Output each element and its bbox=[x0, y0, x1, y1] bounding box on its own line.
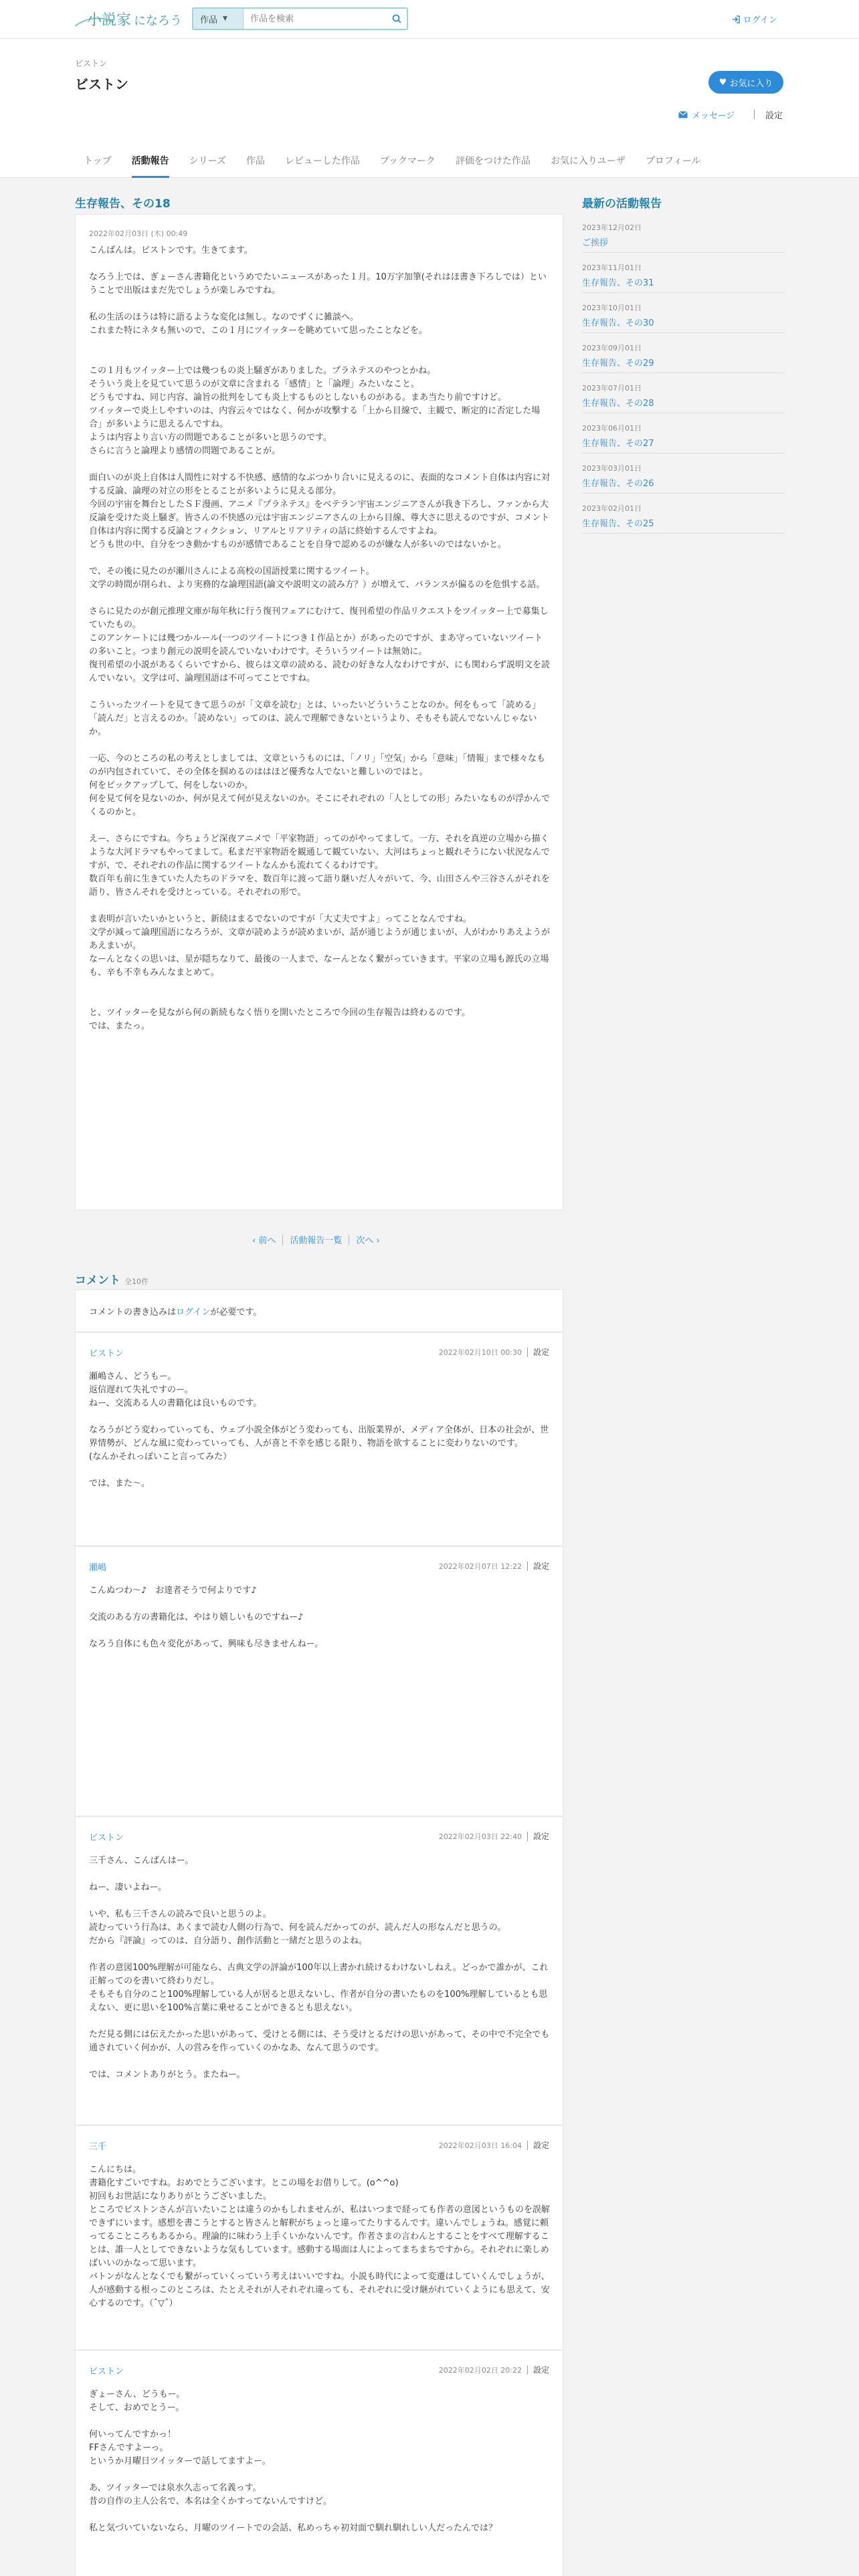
profile-tabs bbox=[74, 143, 785, 178]
comment-item bbox=[75, 1332, 563, 1546]
article-card bbox=[75, 214, 563, 1210]
comment-date: 2022年02月07日 12:22 bbox=[438, 1562, 522, 1571]
mail-icon bbox=[678, 111, 688, 118]
sidebar-item-link[interactable]: 生存報告、その28 bbox=[582, 399, 654, 409]
sidebar-item-date: 2023年03月01日 bbox=[582, 464, 642, 473]
sidebar-item bbox=[582, 213, 785, 253]
search-category-label: 作品 bbox=[200, 15, 218, 25]
login-notice-text: コメントの書き込みは bbox=[89, 1307, 177, 1317]
next-label: 次へ bbox=[356, 1236, 374, 1246]
settings-link[interactable]: 設定 bbox=[765, 111, 783, 121]
sidebar-item-link[interactable]: 生存報告、その31 bbox=[582, 278, 654, 288]
comments-heading bbox=[75, 1271, 149, 1287]
sidebar-title: 最新の活動報告 bbox=[582, 197, 662, 211]
sidebar-item bbox=[582, 333, 785, 373]
comment-item bbox=[75, 1546, 563, 1816]
sidebar-item-link[interactable]: 生存報告、その26 bbox=[582, 479, 654, 489]
tab-series[interactable]: シリーズ bbox=[189, 156, 226, 167]
divider bbox=[527, 2141, 528, 2150]
login-link[interactable] bbox=[732, 13, 777, 25]
activity-list-link[interactable]: 活動報告一覧 bbox=[290, 1236, 343, 1246]
sidebar-item-link[interactable]: 生存報告、その30 bbox=[582, 318, 654, 328]
sidebar-item-link[interactable]: 生存報告、その25 bbox=[582, 519, 654, 529]
article-date: 2022年02月03日 (木) 00:49 bbox=[89, 229, 188, 238]
search-button[interactable] bbox=[387, 9, 407, 29]
sidebar-item-date: 2023年07月01日 bbox=[582, 384, 642, 393]
comment-author[interactable]: 瀬嶋 bbox=[89, 1563, 107, 1573]
search-bar bbox=[192, 7, 408, 30]
login-notice-link[interactable]: ログイン bbox=[176, 1307, 211, 1317]
sidebar-item-date: 2023年06月01日 bbox=[582, 424, 642, 433]
comment-author[interactable]: ビストン bbox=[89, 1349, 124, 1359]
breadcrumb[interactable]: ビストン bbox=[75, 59, 108, 68]
sidebar-item-link[interactable]: ご挨拶 bbox=[582, 238, 609, 248]
tab-reviewed[interactable]: レビューした作品 bbox=[284, 156, 360, 167]
comment-date: 2022年02月10日 00:30 bbox=[438, 1348, 522, 1357]
comment-settings-link[interactable]: 設定 bbox=[533, 2365, 549, 2375]
comment-date: 2022年02月03日 22:40 bbox=[438, 1832, 522, 1841]
add-favorite-label: お気に入り bbox=[729, 78, 773, 89]
prev-link[interactable] bbox=[246, 1233, 282, 1246]
search-input[interactable] bbox=[244, 9, 387, 29]
comment-settings-link[interactable]: 設定 bbox=[533, 1562, 549, 1571]
svg-text:小説家: 小説家 bbox=[87, 12, 132, 29]
sidebar-item bbox=[582, 373, 785, 413]
site-logo-image bbox=[74, 9, 187, 30]
chevron-down-icon: ▼ bbox=[223, 15, 227, 22]
tab-bookmarks[interactable]: ブックマーク bbox=[379, 156, 436, 167]
comment-author[interactable]: ビストン bbox=[89, 2367, 124, 2377]
comment-item bbox=[75, 2350, 563, 2576]
pagination bbox=[246, 1233, 387, 1246]
divider bbox=[527, 1832, 528, 1841]
comment-author[interactable]: ビストン bbox=[89, 1833, 124, 1843]
comment-body: こんにちは。 書籍化すごいですね。おめでとうございます。とこの場をお借りして。(o^^o) 初回もお世話になりありがとうございました。 ところでビストンさんが言いたいことは違うのかもしれませんが、私はいつまで経っても作者の意図というものを誤解できずにいます。感想を書こうとすると皆さんと解釈がちょっと違ってたりするんです。違いんでしょうね。感覚に頼ってることころもあるから。理論的に味わう上手くいかないんです。作者さまの言わんとすることをすべて理解することは、誰一人としてできないような気もしています。感動する場面は人によってまちまちですから。それぞれに楽しめばいいのかなって思います。 バトンがなんとなくでも繋がっていくっていう考えはいいですね。小説も時代によって変遷はしていくんでしょうが、人が感動する根っこのところは、たとえそれが人それぞれ違っても、それぞれに受け継がれていくようにも思えて、安心するのです。（ˆ▽ˆ） bbox=[89, 2165, 550, 2309]
tab-works[interactable]: 作品 bbox=[246, 156, 265, 167]
tab-activity[interactable]: 活動報告 bbox=[122, 143, 179, 178]
message-link[interactable] bbox=[678, 108, 735, 121]
login-icon bbox=[732, 15, 740, 23]
divider bbox=[527, 1562, 528, 1571]
sidebar-item bbox=[582, 494, 785, 534]
comment-settings-link[interactable]: 設定 bbox=[533, 1832, 549, 1841]
tab-rated[interactable]: 評価をつけた作品 bbox=[455, 156, 531, 167]
tab-favorite-users[interactable]: お気に入りユーザ bbox=[550, 156, 626, 167]
sidebar-item bbox=[582, 413, 785, 453]
comment-settings-link[interactable]: 設定 bbox=[533, 2141, 549, 2150]
divider bbox=[754, 110, 755, 119]
prev-label: 前へ bbox=[258, 1236, 276, 1246]
search-icon bbox=[392, 14, 401, 23]
comment-body: 三千さん、こんばんはー。 ねー、凄いよねー。 いや、私も三千さんの読みで良いと思うのよ。 読むっていう行為は、あくまで読む人側の行為で、何を読んだかってのが、読んだ人の形なんだと思うの。 だから『評論』ってのは、自分語り、創作活動と一緒だと思うのよね。 作者の意図100%理解が可能なら、古典文学の評論が100年以上書かれ続けるわけないしねえ。どっかで誰かが、これ正解ってのを書いて終わりだし。 そもそも自分のこと100%理解している人が居ると思えないし、作者が自分の書いたものを100%理解しているとも思えない、更に思いを100%言葉に乗せることができるとも思えない。 ただ見る側には伝えたかった思いがあって、受けとる側には、そう受けとるだけの思いがあって、その中で不完全でも通されていく何かが、人の営みを作っていくのかなあ、なんて思うのです。 では、コメントありがとう。またねー。 bbox=[89, 1856, 550, 2080]
comment-body: 瀬嶋さん、どうもー。 返信遅れて失礼ですのー。 ねー、交流ある人の書籍化は良いものです。 なろうがどう変わっていっても、ウェブ小説全体がどう変わっても、出版業界が、メディア全体が、日本の社会が、世界情勢が、どんな風に変わっていっても、人が喜と不幸を感じる限り、物語を欲することに変わりないのです。 (なんかそれっぽいこと言ってみた） では、また～。 bbox=[89, 1372, 549, 1489]
sidebar-item-date: 2023年12月02日 bbox=[582, 223, 642, 232]
sidebar-item bbox=[582, 453, 785, 494]
sidebar-item-link[interactable]: 生存報告、その27 bbox=[582, 439, 654, 449]
chevron-right-icon: › bbox=[373, 1236, 380, 1246]
comments-count: 全10件 bbox=[124, 1277, 149, 1286]
comment-date: 2022年02月02日 20:22 bbox=[438, 2365, 522, 2375]
article-body: こんばんは。ビストンです。生きてます。 なろう上では、ぎょーさん書籍化というめでたいニュースがあった１月。10万字加筆(それはほ書き下ろしでは）ということで出版はまだ先でしょうが楽しみですね。 私の生活のほうは特に語るような変化は無し。なのでずくに雑談へ。 これまた特にネタも無いので、この１月にツイッターを眺めていて思ったことなどを。 この１月もツイッター上では幾つもの炎上騒ぎがありました。プラネテスのやつとかね。 そういう炎上を見ていて思うのが文章に含まれる「感情」と「論理」みたいなこと。 どうもですね、同じ内容、論旨の批判をしても炎上するものとしないものがある。まあ当たり前ですけど。 ツイッターで炎上しやすいのは、内容云々ではなく、何かが攻撃する「上から目線で、主観で、断定的に否定した場合」が多いように思えるんですね。 ようは内容より言い方の問題であることが多いと思うのです。 さらに言うと論理より感情の問題であることが。 面白いのが炎上自体は人間性に対する不快感、感情的なぶつかり合いに見えるのに、表面的なコメント自体は内容に対する反論、論理の対立の形をとることが多いように見える部分。 今回の宇宙を舞台としたＳＦ漫画、アニメ『プラネテス』をベテラン宇宙エンジニアさんが我き下ろし、ファンから大反論を受けた炎上騒ぎ。皆さんの不快感の元は宇宙エンジニアさんの上から目線、尊大さに思えるのですが、コメント自体は内容に関する反論とフィクション、リアルとリアリティの話に終始するんですよね。 どうも世の中、自分をつき動かすものが感情であることを自身で認めるのが嫌な人が多いのではないかと。 で、その後に見たのが瀬川さんによる高校の国語授業に関するツイート。 文学の時間が削られ、より実務的な論理国語(論文や説明文の読み方？）が増えて、バランスが偏るのを危惧する話。 さらに見たのが創元推理文庫が毎年秋に行う復刊フェアにむけて、復刊希望の作品リクエストをツイッター上で募集していたもの。 このアンケートには幾つかルール(一つのツイートにつき１作品とか）があったのですが、まあ守っていないツイートの多いこと。つまり創元の説明を読んでいないわけです。そういうツイートは無効に。 復刊希望の小説があるくらいですから、彼らは文章の読める、読むの好きな人なわけですが、にも関わらず説明文を読んでいない。文学は可、論理国語は不可ってことですね。 こういったツイートを見てきて思うのが「文章を読む」とは、いったいどういうことなのか。何をもって「読める」「読んだ」と言えるのか。「読めない」ってのは、読んで理解できないというより、そもそも読んでないんじゃないか。 一応、今のところの私の考えとしましては、文章というものには、「ノリ」「空気」から「意味」「情報」まで様々なものが内包されていて、その全体を掴めるのははほど優秀な人でないと難しいのではと。 何をピックアップして、何をしないのか。 何を見て何を見ないのか、何が見えて何が見えないのか。そこにそれぞれの「人としての形」みたいなものが浮かんでくるのかと。 えー、さらにですね。今ちょうど深夜アニメで「平家物語」ってのがやってまして。一方、それを真逆の立場から描くような大河ドラマもやってまして。私まだ平家物語を観通して観ていない、大河はちょっと観れそうにない状況なんですが、で、それぞれの作品に関するツイートなんかも流れてくるわけです。 数百年も前に生きていた人たちのドラマを、数百年に渡って語り継いだ人々がいて、今、山田さんや三谷さんがそれを語り、皆さんそれを受けとっている。それぞれの形で。 ま表明が言いたいかというと、新続はまるでないのですが「大丈夫ですよ」ってことなんですね。 文学が減って論理国語になろうが、文章が読めようが読めまいが、話が通じようが通じまいが、人がわかりあえようがあえまいが。 なーんとなくの思いは、星が隠ちなりて、最後の一人まで、なーんとなく繋がっていきます。平家の立場も源氏の立場も、辛も不幸もみんなまとめて。 と、ツイッターを見ながら何の新続もなく悟りを開いたところで今回の生存報告は終わるのです。 では、またっ。 bbox=[89, 245, 551, 1031]
svg-text:になろう: になろう bbox=[134, 14, 182, 28]
page-title: ビストン bbox=[75, 76, 128, 92]
comment-item bbox=[75, 1816, 563, 2125]
comment-body: こんぬつわ～♪ お達者そうで何よりです♪ 交流のある方の書籍化は、やはり嬉しいものですねー♪ なろう自体にも色々変化があって、興味も尽きませんねー。 bbox=[89, 1586, 324, 1649]
divider bbox=[527, 2365, 528, 2375]
comment-date: 2022年02月03日 16:04 bbox=[438, 2141, 522, 2150]
comment-item bbox=[75, 2125, 563, 2350]
sidebar-item-date: 2023年02月01日 bbox=[582, 504, 642, 513]
tab-profile[interactable]: プロフィール bbox=[645, 156, 701, 167]
add-favorite-button[interactable] bbox=[708, 71, 783, 94]
comment-settings-link[interactable]: 設定 bbox=[533, 1348, 549, 1357]
top-bar bbox=[0, 0, 859, 39]
divider bbox=[527, 1348, 528, 1357]
search-category-select[interactable] bbox=[193, 9, 244, 29]
next-link[interactable] bbox=[349, 1233, 386, 1246]
comment-login-notice bbox=[75, 1289, 563, 1332]
sidebar-item-link[interactable]: 生存報告、その29 bbox=[582, 358, 654, 368]
article-title: 生存報告、その18 bbox=[75, 197, 171, 211]
comment-body: ぎょーさん、どうもー。 そして、おめでとうー。 何いってんですかっ！ FFさんですよーっ。 というか月曜日ツイッターで話してますよー。 あ、ツイッターでは泉水久志って名義っす。 昔の自作の主人公名で、本名は全くかすってないんですけど。 私と気づいていないなら、月曜のツイートでの会話、私めっちゃ初対面で馴れ馴れしい人だったんでは？ bbox=[89, 2389, 497, 2533]
login-notice-text: が必要です。 bbox=[210, 1307, 262, 1317]
message-label: メッセージ bbox=[692, 111, 735, 121]
chevron-left-icon: ‹ bbox=[252, 1236, 259, 1246]
comments-title: コメント bbox=[75, 1274, 120, 1287]
sidebar-item bbox=[582, 293, 785, 333]
sidebar-item-date: 2023年09月01日 bbox=[582, 344, 642, 352]
sidebar-item bbox=[582, 253, 785, 293]
user-header bbox=[0, 39, 859, 178]
comment-author[interactable]: 三千 bbox=[89, 2142, 107, 2152]
heart-icon: ♥ bbox=[719, 77, 727, 88]
tab-top[interactable]: トップ bbox=[84, 156, 112, 167]
sidebar-item-date: 2023年11月01日 bbox=[582, 263, 642, 272]
site-logo[interactable] bbox=[74, 9, 187, 30]
sidebar bbox=[582, 194, 785, 534]
sidebar-item-date: 2023年10月01日 bbox=[582, 304, 642, 312]
login-label: ログイン bbox=[743, 15, 777, 25]
